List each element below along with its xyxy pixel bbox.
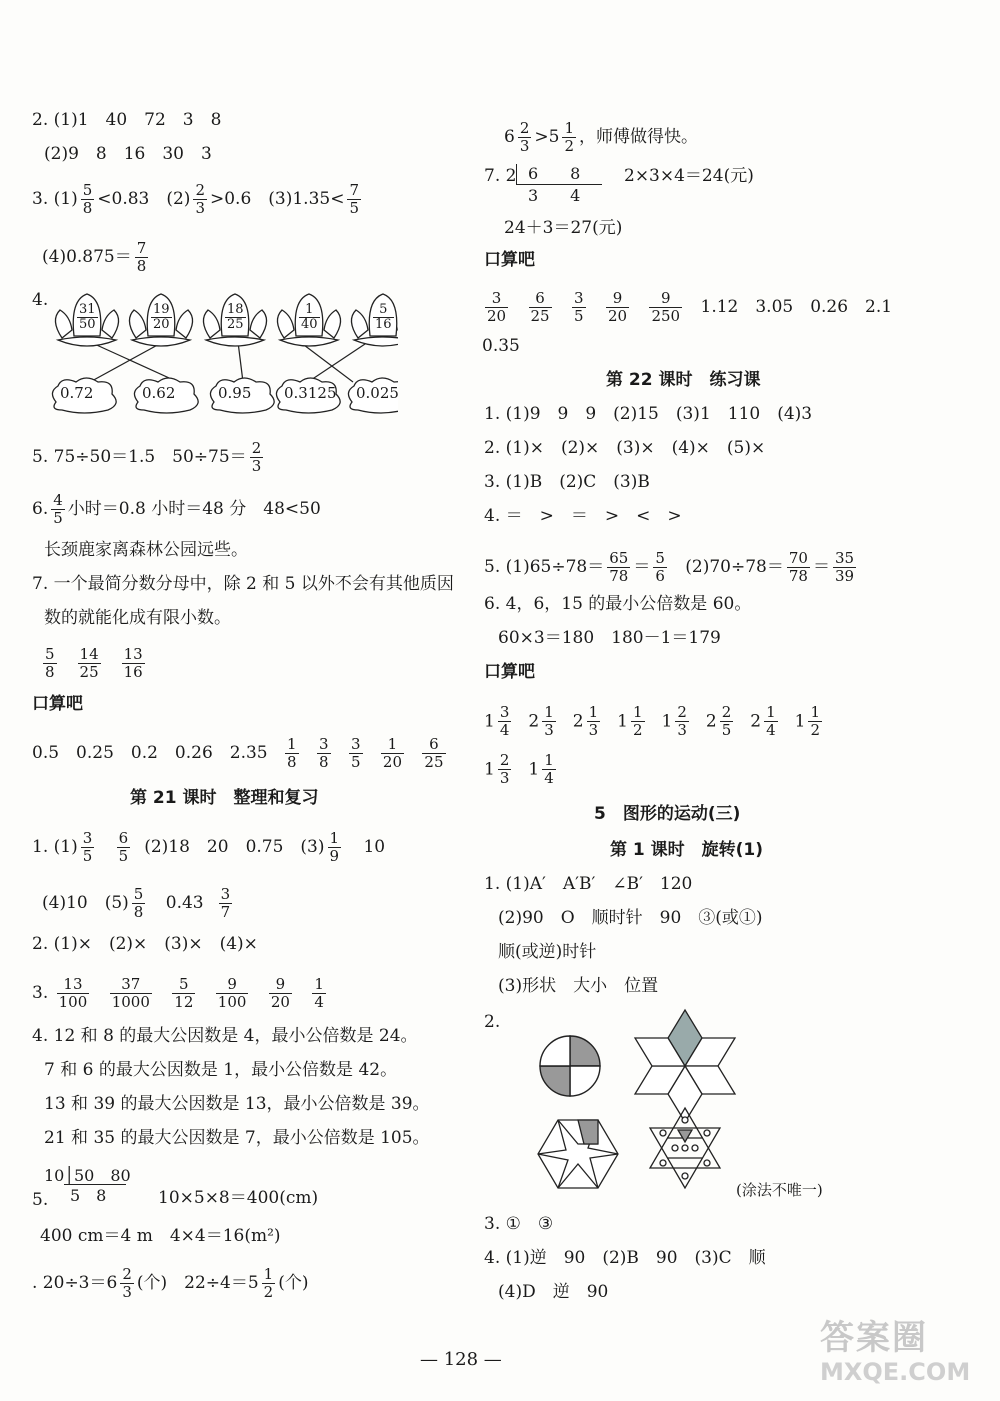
u-q4-line1: 4. (1)逆 90 (2)B 90 (3)C 顺 xyxy=(484,1248,766,1268)
right-column xyxy=(480,0,1000,1401)
fraction: $\frac{3}{5}$ xyxy=(350,735,361,771)
u-q4-line2: (4)D 逆 90 xyxy=(498,1282,609,1302)
u-q1-line2: (2)90 O 顺时针 90 ③(或①) xyxy=(498,908,763,928)
q7-line2: 数的就能化成有限小数。 xyxy=(44,608,231,628)
unit5-title: 5 图形的运动(三) xyxy=(594,804,741,824)
fraction: $\frac{5}{12}$ xyxy=(174,975,194,1011)
lotus-fraction: 31 50 xyxy=(79,302,96,332)
r-q7-label: 7. 2 xyxy=(484,166,517,186)
q6-line2: 长颈鹿家离森林公园远些。 xyxy=(44,540,248,560)
l21-q1-line1: 1. (1) $\frac{3}{5}$ $\frac{6}{5}$ (2)18 20 0.75 (3) $\frac{1}{9}$ 10 xyxy=(32,829,386,865)
fraction: $\frac{9}{20}$ xyxy=(270,975,290,1011)
fraction: $\frac{5}{8}$ xyxy=(133,885,144,921)
kousuan-line: 0.5 0.25 0.2 0.26 2.35 $\frac{1}{8}$ $\frac{3}{8}$ $\frac{3}{5}$ $\frac{1}{20}$ $\frac{6}{25}$ xyxy=(32,735,444,771)
q7-line1: 7. 一个最简分数分母中，除 2 和 5 以外不会有其他质因 xyxy=(32,574,454,594)
fraction: $\frac{70}{78}$ xyxy=(788,549,808,585)
u-q1-line3: 顺(或逆)时针 xyxy=(498,942,597,962)
cloud-value: 0.72 xyxy=(60,384,94,402)
l22-q5: 5. (1)65÷78＝ $\frac{65}{78}$ ＝ $\frac{5}{6}$ (2)70÷78＝ $\frac{70}{78}$ ＝ $\frac{35}{39}$ xyxy=(484,549,855,585)
l21-q5-line2: 400 cm＝4 m 4×4＝16(m²) xyxy=(40,1226,281,1246)
fraction: $\frac{1}{8}$ xyxy=(287,735,297,771)
r-kousuan2-line2 xyxy=(484,752,573,787)
q3-line1: 3. (1) $\frac{5}{8}$ <0.83 (2) $\frac{2}{3}$ >0.6 (3)1.35< $\frac{7}{5}$ xyxy=(32,181,360,217)
mixed-number: 1 $\frac{1}{2}$ xyxy=(794,703,820,739)
lesson21-title: 第 21 课时 整理和复习 xyxy=(130,788,319,808)
l22-q3: 3. (1)B (2)C (3)B xyxy=(484,472,650,492)
r-q7-division-rule xyxy=(516,184,602,185)
fraction: $\frac{4}{5}$ xyxy=(53,491,63,527)
lesson22-title: 第 22 课时 练习课 xyxy=(606,370,761,390)
r-kousuan-heading: 口算吧 xyxy=(484,250,535,270)
cloud-value: 0.95 xyxy=(218,384,252,402)
fraction: $\frac{14}{25}$ xyxy=(79,645,99,681)
fraction: $\frac{7}{8}$ xyxy=(136,239,147,275)
q2-line2: (2)9 8 16 30 3 xyxy=(44,144,212,164)
cloud-value: 0.62 xyxy=(142,384,176,402)
fraction: $\frac{9}{100}$ xyxy=(217,975,247,1011)
u-q1-line1: 1. (1)A′ A′B′ ∠B′ 120 xyxy=(484,874,693,894)
fraction: $\frac{2}{3}$ xyxy=(195,181,205,217)
fraction: $\frac{1}{4}$ xyxy=(314,975,324,1011)
fraction: $\frac{13}{16}$ xyxy=(123,645,143,681)
mixed-number: 1 $\frac{2}{3}$ xyxy=(661,703,687,739)
l21-q3: 3. $\frac{13}{100}$ $\frac{37}{1000}$ $\frac{5}{12}$ $\frac{9}{100}$ $\frac{9}{20}$ $\frac{1}{4}$ xyxy=(32,975,324,1011)
mixed-number: 2 $\frac{1}{4}$ xyxy=(750,703,776,739)
fraction: $\frac{9}{250}$ xyxy=(651,289,681,325)
r-kousuan-line: $\frac{3}{20}$ $\frac{6}{25}$ $\frac{3}{5}$ $\frac{9}{20}$ $\frac{9}{250}$ 1.12 3.05 0.26 2.1 xyxy=(487,289,893,325)
rotation-figures xyxy=(520,1008,860,1198)
fraction: $\frac{2}{3}$ xyxy=(122,1265,132,1301)
l21-q5-division-bottom: 5 8 xyxy=(70,1186,107,1205)
u-q1-line4: (3)形状 大小 位置 xyxy=(498,976,659,996)
r-q7-equation: 2×3×4＝24(元) xyxy=(624,166,754,186)
watermark xyxy=(820,1318,990,1394)
mixed-number: 1 $\frac{1}{2}$ xyxy=(617,703,643,739)
r-kousuan2-line1 xyxy=(484,704,839,739)
l21-q5-equation: 10×5×8＝400(cm) xyxy=(158,1188,319,1208)
star-grid-figure xyxy=(650,1108,720,1188)
l21-q4-line2: 7 和 6 的最大公因数是 1，最小公倍数是 42。 xyxy=(44,1060,398,1080)
mixed-number: 2 $\frac{2}{5}$ xyxy=(705,703,732,739)
l22-q2: 2. (1)× (2)× (3)× (4)× (5)× xyxy=(484,438,766,458)
hexagon-figure xyxy=(538,1120,618,1188)
l21-q2: 2. (1)× (2)× (3)× (4)× xyxy=(32,934,258,954)
lotus-fraction: 19 20 xyxy=(153,302,170,332)
u-q2-label: 2. xyxy=(484,1012,501,1032)
r-top-line: 6 $\frac{2}{3}$ >5 $\frac{1}{2}$ ，师傅做得快。 xyxy=(504,119,698,155)
fraction: $\frac{1}{2}$ xyxy=(263,1265,274,1301)
fraction: $\frac{3}{7}$ xyxy=(220,885,231,921)
fraction: $\frac{1}{20}$ xyxy=(382,735,402,771)
fraction: $\frac{5}{8}$ xyxy=(45,645,55,681)
star-diamond-figure xyxy=(635,1010,735,1122)
kousuan-heading: 口算吧 xyxy=(32,694,83,714)
cloud-value: 0.025 xyxy=(356,384,399,402)
r-q7-division-bottom: 3 4 xyxy=(528,186,581,205)
fraction: $\frac{65}{78}$ xyxy=(609,549,629,585)
pinwheel-figure xyxy=(540,1036,600,1096)
q7-fractions xyxy=(40,646,148,681)
mixed-number: 1 $\frac{2}{3}$ xyxy=(484,751,510,787)
l21-q5-label: 5. xyxy=(32,1190,49,1210)
mixed-number: 2 $\frac{1}{3}$ xyxy=(572,703,599,739)
page-number: — 128 — xyxy=(420,1349,502,1370)
fraction: $\frac{37}{1000}$ xyxy=(111,975,150,1011)
r-q7-line2: 24＋3＝27(元) xyxy=(504,218,623,238)
fraction: $\frac{5}{6}$ xyxy=(655,549,665,585)
l22-q4: 4. ＝ > ＝ > < > xyxy=(484,506,682,526)
fraction: $\frac{35}{39}$ xyxy=(834,549,855,585)
r-kousuan2-heading: 口算吧 xyxy=(484,662,535,682)
l21-q1-line2: (4)10 (5) $\frac{5}{8}$ 0.43 $\frac{3}{7}$ xyxy=(42,885,231,921)
mixed-number: 2 $\frac{1}{3}$ xyxy=(528,703,554,739)
fraction: $\frac{9}{20}$ xyxy=(607,289,628,325)
u-q3: 3. ① ③ xyxy=(484,1214,554,1234)
fraction: $\frac{13}{100}$ xyxy=(58,975,88,1011)
watermark-line1: 答案圈 xyxy=(820,1318,928,1358)
lesson1-title: 第 1 课时 旋转(1) xyxy=(610,840,764,860)
fraction: $\frac{3}{5}$ xyxy=(574,289,584,325)
l21-q4-line1: 4. 12 和 8 的最大公因数是 4，最小公倍数是 24。 xyxy=(32,1026,418,1046)
u-q2-note: (涂法不唯一) xyxy=(736,1181,823,1199)
l21-q4-line4: 21 和 35 的最大公因数是 7，最小公倍数是 105。 xyxy=(44,1128,430,1148)
fraction: $\frac{1}{9}$ xyxy=(329,829,340,865)
lotus-fraction: 18 25 xyxy=(227,302,244,332)
fraction: $\frac{3}{5}$ xyxy=(82,829,93,865)
l21-q5-division-top: 10│50 80 xyxy=(44,1166,131,1185)
fraction: $\frac{6}{25}$ xyxy=(424,735,444,771)
r-q7-division-top: 6 8 xyxy=(528,164,581,183)
fraction: $\frac{3}{20}$ xyxy=(487,289,507,325)
q5-line: 5. 75÷50＝1.5 50÷75＝ $\frac{2}{3}$ xyxy=(32,439,262,475)
q4-label: 4. xyxy=(32,290,49,310)
mixed-number: 1 $\frac{3}{4}$ xyxy=(484,703,510,739)
watermark-line2: MXQE.COM xyxy=(820,1358,971,1386)
fraction: $\frac{6}{5}$ xyxy=(118,829,129,865)
l22-q6-line2: 60×3＝180 180－1＝179 xyxy=(498,628,721,648)
r-q7-division-bar xyxy=(516,164,517,184)
fraction: $\frac{2}{3}$ xyxy=(251,439,262,475)
mixed-number: 1 $\frac{1}{4}$ xyxy=(528,751,554,787)
fraction: $\frac{6}{25}$ xyxy=(530,289,550,325)
l21-q5-line3: . 20÷3＝6 $\frac{2}{3}$ (个) 22÷4＝5 $\frac{1}{2}$ (个) xyxy=(32,1265,309,1301)
fraction: $\frac{7}{5}$ xyxy=(349,181,360,217)
lotus-fraction: 1 40 xyxy=(301,302,318,332)
q6-line1: 6. $\frac{4}{5}$ 小时＝0.8 小时＝48 分 48<50 xyxy=(32,491,321,527)
q2-line1: 2. (1)1 40 72 3 8 xyxy=(32,110,222,130)
lotus-fraction: 5 16 xyxy=(375,302,392,332)
fraction: $\frac{1}{2}$ xyxy=(564,119,574,155)
l22-q6-line1: 6. 4，6，15 的最小公倍数是 60。 xyxy=(484,594,752,614)
l21-q4-line3: 13 和 39 的最大公因数是 13，最小公倍数是 39。 xyxy=(44,1094,430,1114)
q3-line2: (4)0.875＝ $\frac{7}{8}$ xyxy=(42,239,147,275)
l22-q1: 1. (1)9 9 9 (2)15 (3)1 110 (4)3 xyxy=(484,404,813,424)
fraction: $\frac{2}{3}$ xyxy=(519,119,530,155)
r-kousuan-line2: 0.35 xyxy=(482,336,520,356)
left-column xyxy=(0,0,480,1401)
fraction: $\frac{5}{8}$ xyxy=(82,181,93,217)
fraction: $\frac{3}{8}$ xyxy=(319,735,329,771)
division-rule xyxy=(64,1184,126,1185)
cloud-value: 0.3125 xyxy=(284,384,337,402)
